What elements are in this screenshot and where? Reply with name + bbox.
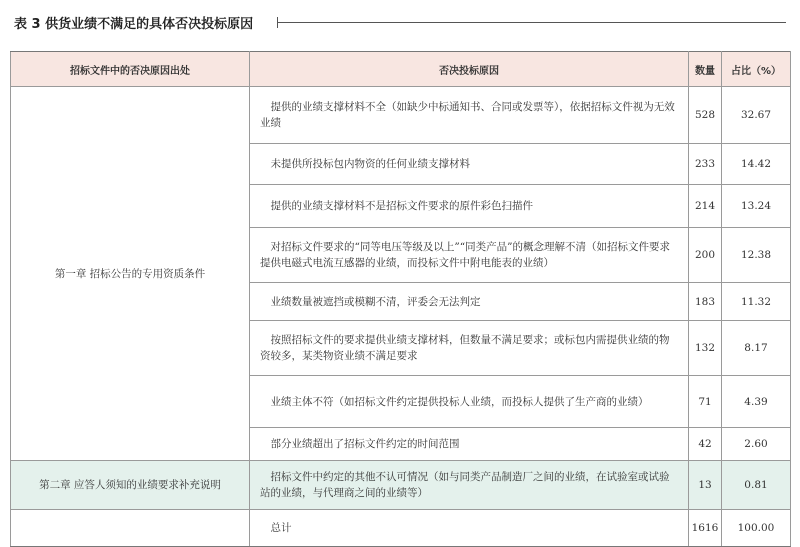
ratio-cell: 12.38 [722, 228, 791, 283]
reason-cell: 按照招标文件的要求提供业绩支撑材料，但数量不满足要求；或标包内需提供业绩的物资较多，某类物资业绩不满足要求 [250, 321, 689, 376]
title-rule [277, 22, 786, 23]
total-ratio: 100.00 [722, 510, 791, 547]
ratio-cell: 4.39 [722, 376, 791, 428]
total-empty-cell [11, 510, 250, 547]
reason-cell: 业绩数量被遮挡或模糊不清，评委会无法判定 [250, 283, 689, 321]
count-cell: 13 [689, 461, 722, 510]
header-ratio: 占比（%） [722, 52, 791, 87]
ratio-cell: 0.81 [722, 461, 791, 510]
reason-cell: 提供的业绩支撑材料不全（如缺少中标通知书、合同或发票等），依据招标文件视为无效业绩 [250, 87, 689, 144]
table-title-row [14, 12, 786, 32]
count-cell: 132 [689, 321, 722, 376]
header-reason: 否决投标原因 [250, 52, 689, 87]
reason-cell: 对招标文件要求的“同等电压等级及以上”“同类产品”的概念理解不清（如招标文件要求提供电磁式电流互感器的业绩，而投标文件中附电能表的业绩） [250, 228, 689, 283]
cause-cell: 第二章 应答人须知的业绩要求补充说明 [11, 461, 250, 510]
veto-reasons-table [10, 51, 791, 547]
cause-cell: 第一章 招标公告的专用资质条件 [11, 87, 250, 461]
count-cell: 71 [689, 376, 722, 428]
reason-cell: 提供的业绩支撑材料不是招标文件要求的原件彩色扫描件 [250, 185, 689, 228]
count-cell: 183 [689, 283, 722, 321]
header-source: 招标文件中的否决原因出处 [11, 52, 250, 87]
ratio-cell: 11.32 [722, 283, 791, 321]
ratio-cell: 8.17 [722, 321, 791, 376]
total-label: 总计 [250, 510, 689, 547]
count-cell: 214 [689, 185, 722, 228]
count-cell: 200 [689, 228, 722, 283]
header-row [11, 52, 791, 87]
ratio-cell: 32.67 [722, 87, 791, 144]
ratio-cell: 14.42 [722, 144, 791, 185]
reason-cell: 部分业绩超出了招标文件约定的时间范围 [250, 428, 689, 461]
ratio-cell: 2.60 [722, 428, 791, 461]
ratio-cell: 13.24 [722, 185, 791, 228]
reason-cell: 招标文件中约定的其他不认可情况（如与同类产品制造厂之间的业绩，在试验室或试验站的业绩，与代理商之间的业绩等） [250, 461, 689, 510]
total-count: 1616 [689, 510, 722, 547]
table-row [11, 461, 791, 510]
count-cell: 42 [689, 428, 722, 461]
total-row [11, 510, 791, 547]
table-row [11, 87, 791, 144]
header-count: 数量 [689, 52, 722, 87]
reason-cell: 未提供所投标包内物资的任何业绩支撑材料 [250, 144, 689, 185]
count-cell: 233 [689, 144, 722, 185]
count-cell: 528 [689, 87, 722, 144]
table-title: 表 3 供货业绩不满足的具体否决投标原因 [14, 16, 254, 32]
reason-cell: 业绩主体不符（如招标文件约定提供投标人业绩，而投标人提供了生产商的业绩） [250, 376, 689, 428]
